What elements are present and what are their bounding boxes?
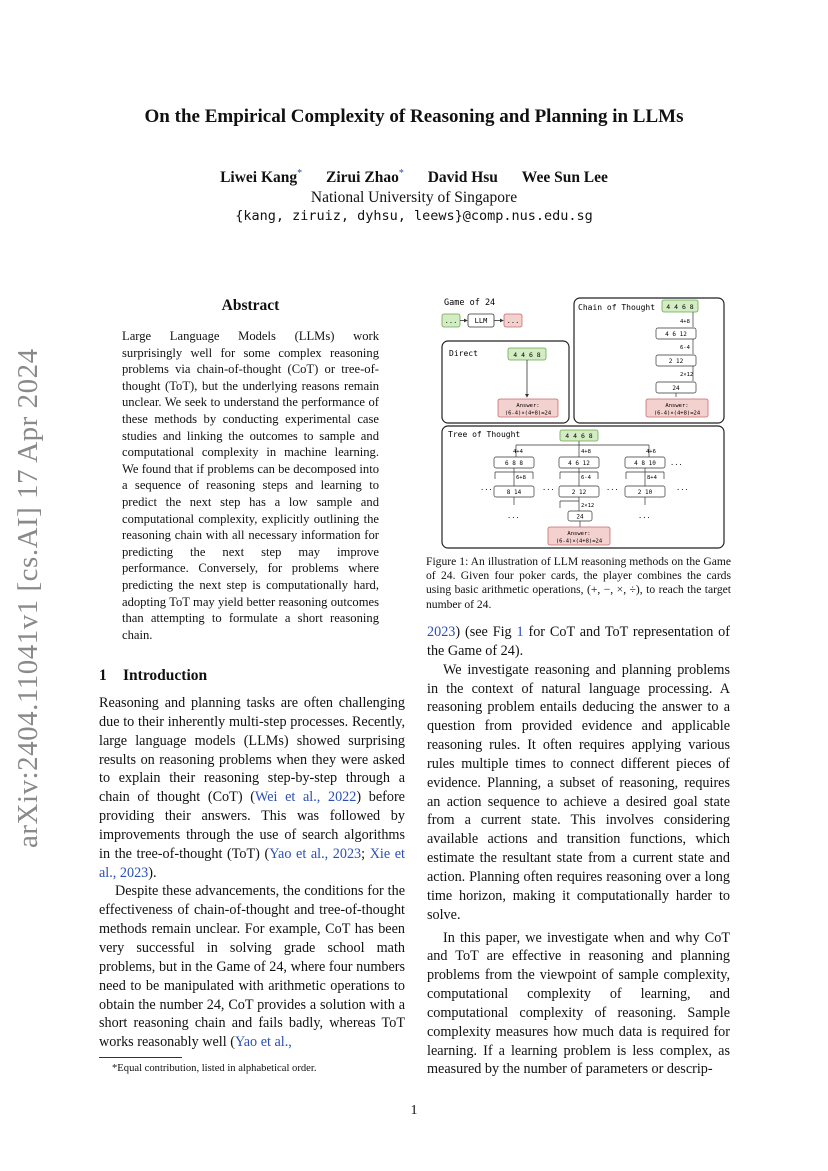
svg-text:4 4 6 8: 4 4 6 8 xyxy=(565,432,593,440)
citation-link[interactable]: Wei et al., 2022 xyxy=(254,789,357,806)
svg-text:Answer:: Answer: xyxy=(516,403,540,409)
affiliation: National University of Singapore xyxy=(310,189,518,206)
cot-label: Chain of Thought xyxy=(578,303,656,312)
svg-text:2 12: 2 12 xyxy=(571,489,587,496)
svg-text:2 10: 2 10 xyxy=(637,489,653,496)
svg-text:8 14: 8 14 xyxy=(506,489,522,496)
author-list xyxy=(0,168,828,187)
svg-text:24: 24 xyxy=(672,385,680,392)
author: Zirui Zhao* xyxy=(326,168,404,187)
author: Wee Sun Lee xyxy=(521,169,608,187)
email-list: {kang, ziruiz, dyhsu, leews}@comp.nus.edu.sg xyxy=(235,208,593,224)
svg-text:2×12: 2×12 xyxy=(581,503,595,509)
svg-text:6 8 8: 6 8 8 xyxy=(504,460,524,467)
svg-text:(6-4)×(4+8)=24: (6-4)×(4+8)=24 xyxy=(653,410,701,417)
svg-text:6-4: 6-4 xyxy=(581,475,591,481)
citation-link[interactable]: 2023 xyxy=(427,624,456,640)
svg-text:4+6: 4+6 xyxy=(646,449,656,455)
left-column-body xyxy=(99,694,405,1052)
paragraph: Reasoning and planning tasks are often challenging due to their inherently multi-step processes. Recently, large language models (LLMs) showed surprising results on reasoning problems when they were asked to explain their reasoning step-by-step through a chain of thought (CoT) (Wei et al., 2022) before providing their answers. This was followed by improvements through the use of search algorithms in the tree-of-thought (ToT) (Yao et al., 2023; Xie et al., 2023). xyxy=(99,695,405,881)
svg-text:2 12: 2 12 xyxy=(668,358,684,365)
author: Liwei Kang* xyxy=(220,168,303,187)
paragraph: In this paper, we investigate when and why CoT and ToT are effective in reasoning and planning problems from the viewpoint of sample complexity, computational complexity of learning, and computational complexity of reasoning. Sample complexity measures how much data is required for learning. If a learning problem is less complex, as measured by the number of parameters or descrip- xyxy=(427,929,730,1078)
svg-text:Answer:: Answer: xyxy=(665,403,689,409)
svg-text:...: ... xyxy=(638,512,651,520)
svg-text:(6-4)×(4+8)=24: (6-4)×(4+8)=24 xyxy=(504,410,552,417)
svg-text:(6-4)×(4+8)=24: (6-4)×(4+8)=24 xyxy=(555,538,603,545)
svg-text:4+4: 4+4 xyxy=(513,449,523,455)
svg-text:4 6 12: 4 6 12 xyxy=(568,460,590,467)
svg-text:8+4: 8+4 xyxy=(647,475,657,481)
svg-text:...: ... xyxy=(670,459,683,467)
figure-caption: Figure 1: An illustration of LLM reasoning methods on the Game of 24. Given four poker cards, the player combines the cards using basic arithmetic operations, (+, −, ×, ÷), to reach the target number of 24. xyxy=(426,555,731,611)
svg-text:2×12: 2×12 xyxy=(680,372,694,378)
svg-text:...: ... xyxy=(606,484,619,492)
svg-text:4 8 10: 4 8 10 xyxy=(634,460,656,467)
citation-link[interactable]: Yao et al., 2023 xyxy=(269,845,362,862)
figure-1-diagram xyxy=(438,293,728,551)
svg-text:...: ... xyxy=(507,512,520,520)
arxiv-stamp: arXiv:2404.11041v1 [cs.AI] 17 Apr 2024 xyxy=(12,348,44,848)
abstract-body: Large Language Models (LLMs) work surprisingly well for some complex reasoning problems via chain-of-thought (CoT) or tree-of-thought (ToT), but the underlying reasons remain unclear. We seek to understand the performance of these methods by conducting experimental case studies and linking the outcomes to sample and computational complexity in machine learning. We found that if problems can be decomposed into a sequence of reasoning steps and learning to predict the next step has a low sample and computational complexity, explicitly outlining the reasoning chain with all necessary information for predicting the next step may improve performance. Conversely, for problems where predicting the next step is computationally hard, adopting ToT may yield better reasoning outcomes than attempting to formulate a short reasoning chain. xyxy=(122,329,379,642)
svg-text:...: ... xyxy=(444,317,458,325)
footnote-rule xyxy=(99,1057,182,1058)
svg-text:4+8: 4+8 xyxy=(581,449,591,455)
svg-text:LLM: LLM xyxy=(474,317,488,325)
svg-text:6+8: 6+8 xyxy=(516,475,526,481)
svg-text:4+8: 4+8 xyxy=(680,319,690,325)
page-number: 1 xyxy=(410,1103,418,1118)
svg-text:...: ... xyxy=(676,484,689,492)
abstract-heading: Abstract xyxy=(221,297,280,314)
svg-text:24: 24 xyxy=(576,513,584,521)
paragraph: 2023) (see Fig 1 for CoT and ToT representation of the Game of 24). xyxy=(427,624,730,659)
svg-text:4 4 6 8: 4 4 6 8 xyxy=(513,351,541,359)
svg-text:4 4 6 8: 4 4 6 8 xyxy=(666,303,694,311)
section-heading: 1 Introduction xyxy=(99,667,208,684)
paragraph: Despite these advancements, the conditions for the effectiveness of chain-of-thought and tree-of-thought methods remain unclear. For example, CoT has been very successful in solving grade school math problems, but in the Game of 24, where four numbers need to be manipulated with arithmetic operations to obtain the number 24, CoT provides a solution with a short reasoning chain and fails badly, whereas ToT works reasonably well (Yao et al., xyxy=(99,883,405,1051)
figure-ref-link[interactable]: 1 xyxy=(516,624,524,640)
citation-link[interactable]: Xie et al., 2023 xyxy=(99,845,405,881)
footnote: *Equal contribution, listed in alphabetical order. xyxy=(112,1063,317,1074)
paper-title: On the Empirical Complexity of Reasoning and Planning in LLMs xyxy=(144,106,684,127)
svg-text:6-4: 6-4 xyxy=(680,345,690,351)
author: David Hsu xyxy=(427,169,498,187)
game-label: Game of 24 xyxy=(444,298,496,308)
svg-text:...: ... xyxy=(480,484,493,492)
svg-text:...: ... xyxy=(506,317,520,325)
tot-label: Tree of Thought xyxy=(448,430,521,439)
svg-text:...: ... xyxy=(542,484,555,492)
svg-text:4 6 12: 4 6 12 xyxy=(665,331,687,338)
direct-label: Direct xyxy=(449,349,478,358)
svg-text:Answer:: Answer: xyxy=(567,531,591,537)
right-column-body xyxy=(427,623,730,1079)
paragraph: We investigate reasoning and planning problems in the context of natural language processing. A reasoning problem entails deducing the answer to a question from provided evidence and applicable reasoning rules. It often requires applying various rules multiple times to connect different pieces of evidence. Planning, a subset of reasoning, requires an action sequence to achieve a desired goal state from a current state. This involves considering available actions and transition functions, which estimate the resultant state from a current state and action. Planning often requires reasoning over a long time horizon, making it computationally harder to solve. xyxy=(427,661,730,923)
citation-link[interactable]: Yao et al., xyxy=(234,1034,292,1051)
